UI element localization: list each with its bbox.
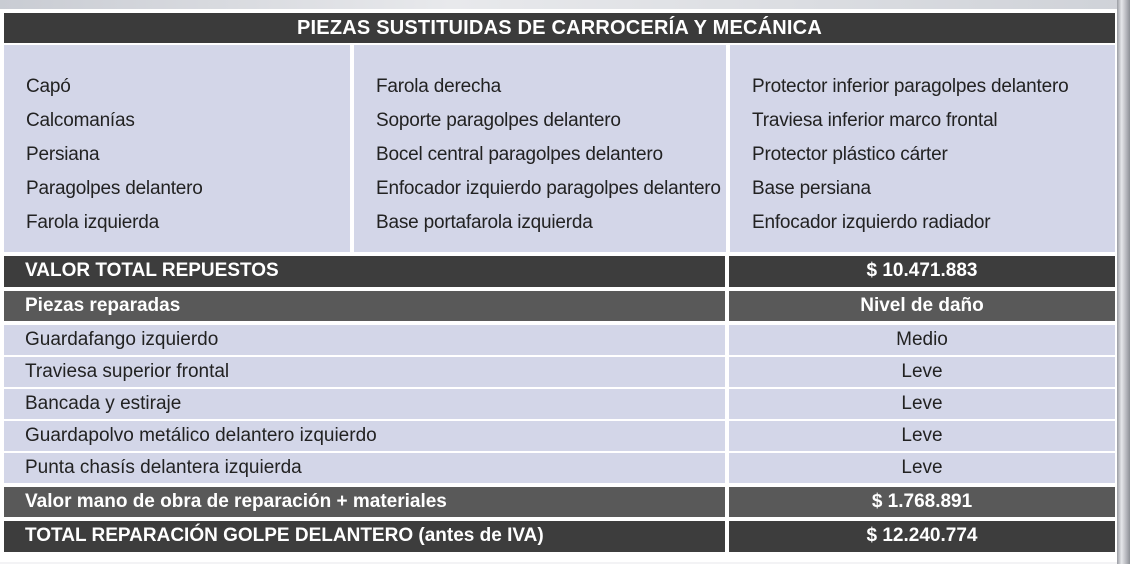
- total-parts-label: VALOR TOTAL REPUESTOS: [4, 256, 725, 287]
- damage-level: Leve: [729, 453, 1115, 483]
- table-row: [4, 389, 1115, 419]
- replaced-parts-column-2: [354, 45, 726, 252]
- grand-total-row: [4, 521, 1115, 552]
- damage-level: Leve: [729, 421, 1115, 451]
- repaired-part-name: Guardapolvo metálico delantero izquierdo: [4, 421, 725, 451]
- replaced-part-item: Farola izquierda: [26, 212, 160, 233]
- replaced-part-item: Enfocador izquierdo paragolpes delantero: [376, 178, 721, 199]
- replaced-part-item: Persiana: [26, 144, 100, 165]
- table-row: [4, 421, 1115, 451]
- damage-level: Leve: [729, 357, 1115, 387]
- total-parts-row: [4, 256, 1115, 287]
- grand-total-label: TOTAL REPARACIÓN GOLPE DELANTERO (antes de IVA): [4, 521, 725, 552]
- replaced-part-item: Soporte paragolpes delantero: [376, 110, 621, 131]
- replaced-part-item: Capó: [26, 76, 71, 97]
- replaced-part-item: Calcomanías: [26, 110, 135, 131]
- replaced-part-item: Base portafarola izquierda: [376, 212, 593, 233]
- damage-level: Leve: [729, 389, 1115, 419]
- repaired-part-name: Bancada y estiraje: [4, 389, 725, 419]
- table-row: [4, 357, 1115, 387]
- replaced-parts-column-3: [730, 45, 1115, 252]
- grand-total-value: $ 12.240.774: [729, 521, 1115, 552]
- repaired-parts-header-label: Piezas reparadas: [4, 291, 725, 321]
- repair-table: [0, 9, 1117, 562]
- total-parts-value: $ 10.471.883: [729, 256, 1115, 287]
- replaced-part-item: Paragolpes delantero: [26, 178, 203, 199]
- labor-cost-value: $ 1.768.891: [729, 487, 1115, 517]
- damage-level: Medio: [729, 325, 1115, 355]
- labor-cost-label: Valor mano de obra de reparación + materiales: [4, 487, 725, 517]
- repaired-part-name: Guardafango izquierdo: [4, 325, 725, 355]
- replaced-part-item: Base persiana: [752, 178, 871, 199]
- replaced-part-item: Enfocador izquierdo radiador: [752, 212, 991, 233]
- repaired-parts-header: [4, 291, 1115, 321]
- repaired-part-name: Traviesa superior frontal: [4, 357, 725, 387]
- replaced-part-item: Farola derecha: [376, 76, 501, 97]
- background-strip-top: [0, 0, 1130, 9]
- replaced-part-item: Protector plástico cárter: [752, 144, 948, 165]
- table-title: PIEZAS SUSTITUIDAS DE CARROCERÍA Y MECÁNICA: [4, 13, 1115, 43]
- damage-level-header: Nivel de daño: [729, 291, 1115, 321]
- labor-cost-row: [4, 487, 1115, 517]
- table-row: [4, 325, 1115, 355]
- replaced-part-item: Protector inferior paragolpes delantero: [752, 76, 1069, 97]
- replaced-parts-grid: [4, 45, 1115, 252]
- background-strip-right: [1117, 0, 1130, 564]
- replaced-part-item: Bocel central paragolpes delantero: [376, 144, 663, 165]
- repaired-part-name: Punta chasís delantera izquierda: [4, 453, 725, 483]
- replaced-parts-column-1: [4, 45, 350, 252]
- replaced-part-item: Traviesa inferior marco frontal: [752, 110, 998, 131]
- table-row: [4, 453, 1115, 483]
